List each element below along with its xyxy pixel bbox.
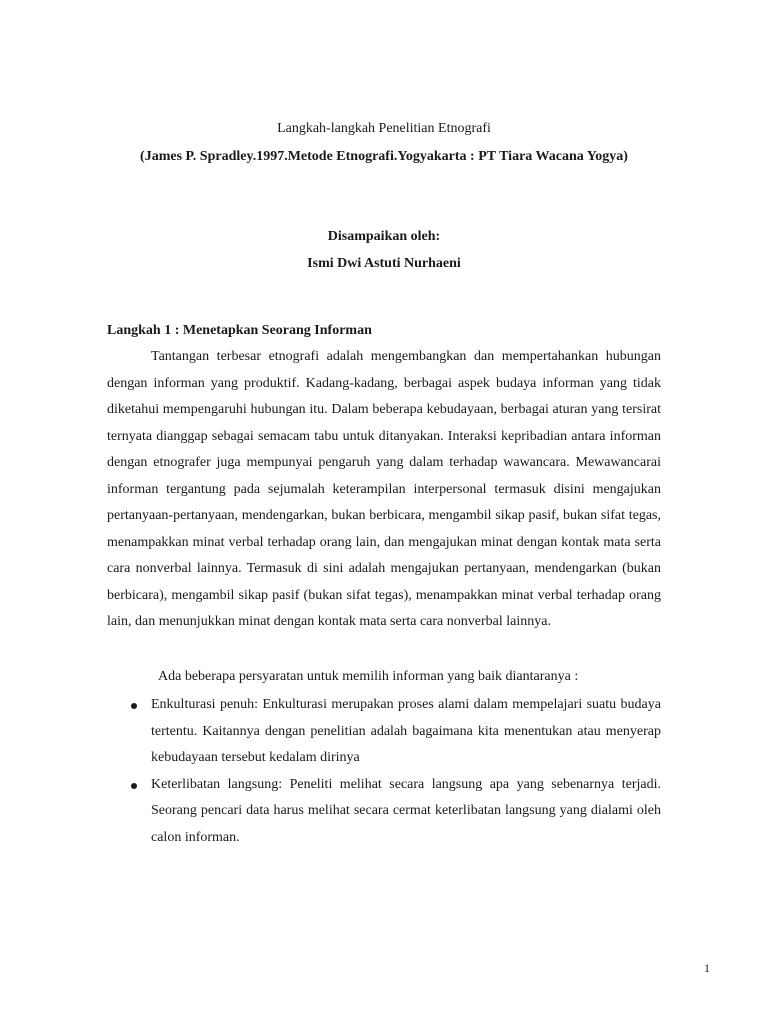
presented-by-label: Disampaikan oleh: (327, 229, 441, 244)
requirements-list (107, 692, 661, 851)
list-item (107, 772, 661, 852)
list-item-text: Enkulturasi penuh: Enkulturasi merupakan proses alami dalam mempelajari suatu budaya tertentu. Kaitannya dengan penelitian adalah bagaimana kita menentukan atau menyerap kebudayaan tersebut kedalam dirinya (151, 697, 661, 765)
author-name: Ismi Dwi Astuti Nurhaeni (307, 256, 461, 271)
document-citation: (James P. Spradley.1997.Metode Etnografi.Yogyakarta : PT Tiara Wacana Yogya) (140, 149, 628, 164)
page-number: 1 (704, 961, 710, 975)
section-heading: Langkah 1 : Menetapkan Seorang Informan (107, 323, 372, 338)
body-paragraph-2: Ada beberapa persyaratan untuk memilih informan yang baik diantaranya : (158, 669, 579, 684)
bullet-icon (131, 703, 137, 709)
list-item-text: Keterlibatan langsung: Peneliti melihat secara langsung apa yang sebenarnya terjadi. Seorang pencari data harus melihat secara cermat keterlibatan langsung yang dialami oleh calon informan. (151, 776, 661, 845)
list-item (107, 692, 661, 772)
document-title: Langkah-langkah Penelitian Etnografi (277, 121, 491, 136)
bullet-icon (131, 783, 137, 789)
body-paragraph-1: Tantangan terbesar etnografi adalah mengembangkan dan mempertahankan hubungan dengan informan yang produktif. Kadang-kadang, berbagai aspek budaya informan yang tidak diketahui mempengaruhi hubungan itu. Dalam beberapa kebudayaan, berbagai aturan yang tersirat ternyata dianggap sebagai semacam tabu untuk ditanyakan. Interaksi kepribadian antara informan dengan etnografer juga mempunyai pengaruh yang dalam terhadap wawancara. Mewawancarai informan tergantung pada sejumalah keterampilan interpersonal termasuk disini mengajukan pertanyaan-pertanyaan, mendengarkan, bukan berbicara, mengambil sikap pasif, bukan sifat tegas, menampakkan minat verbal terhadap orang lain, dan mengajukan minat dengan kontak mata serta cara nonverbal lainnya. Termasuk di sini adalah mengajukan pertanyaan, mendengarkan (bukan berbicara), mengambil sikap pasif (bukan sifat tegas), menampakkan minat verbal terhadap orang lain, dan menunjukkan minat dengan kontak mata serta cara nonverbal lainnya. (107, 349, 661, 629)
